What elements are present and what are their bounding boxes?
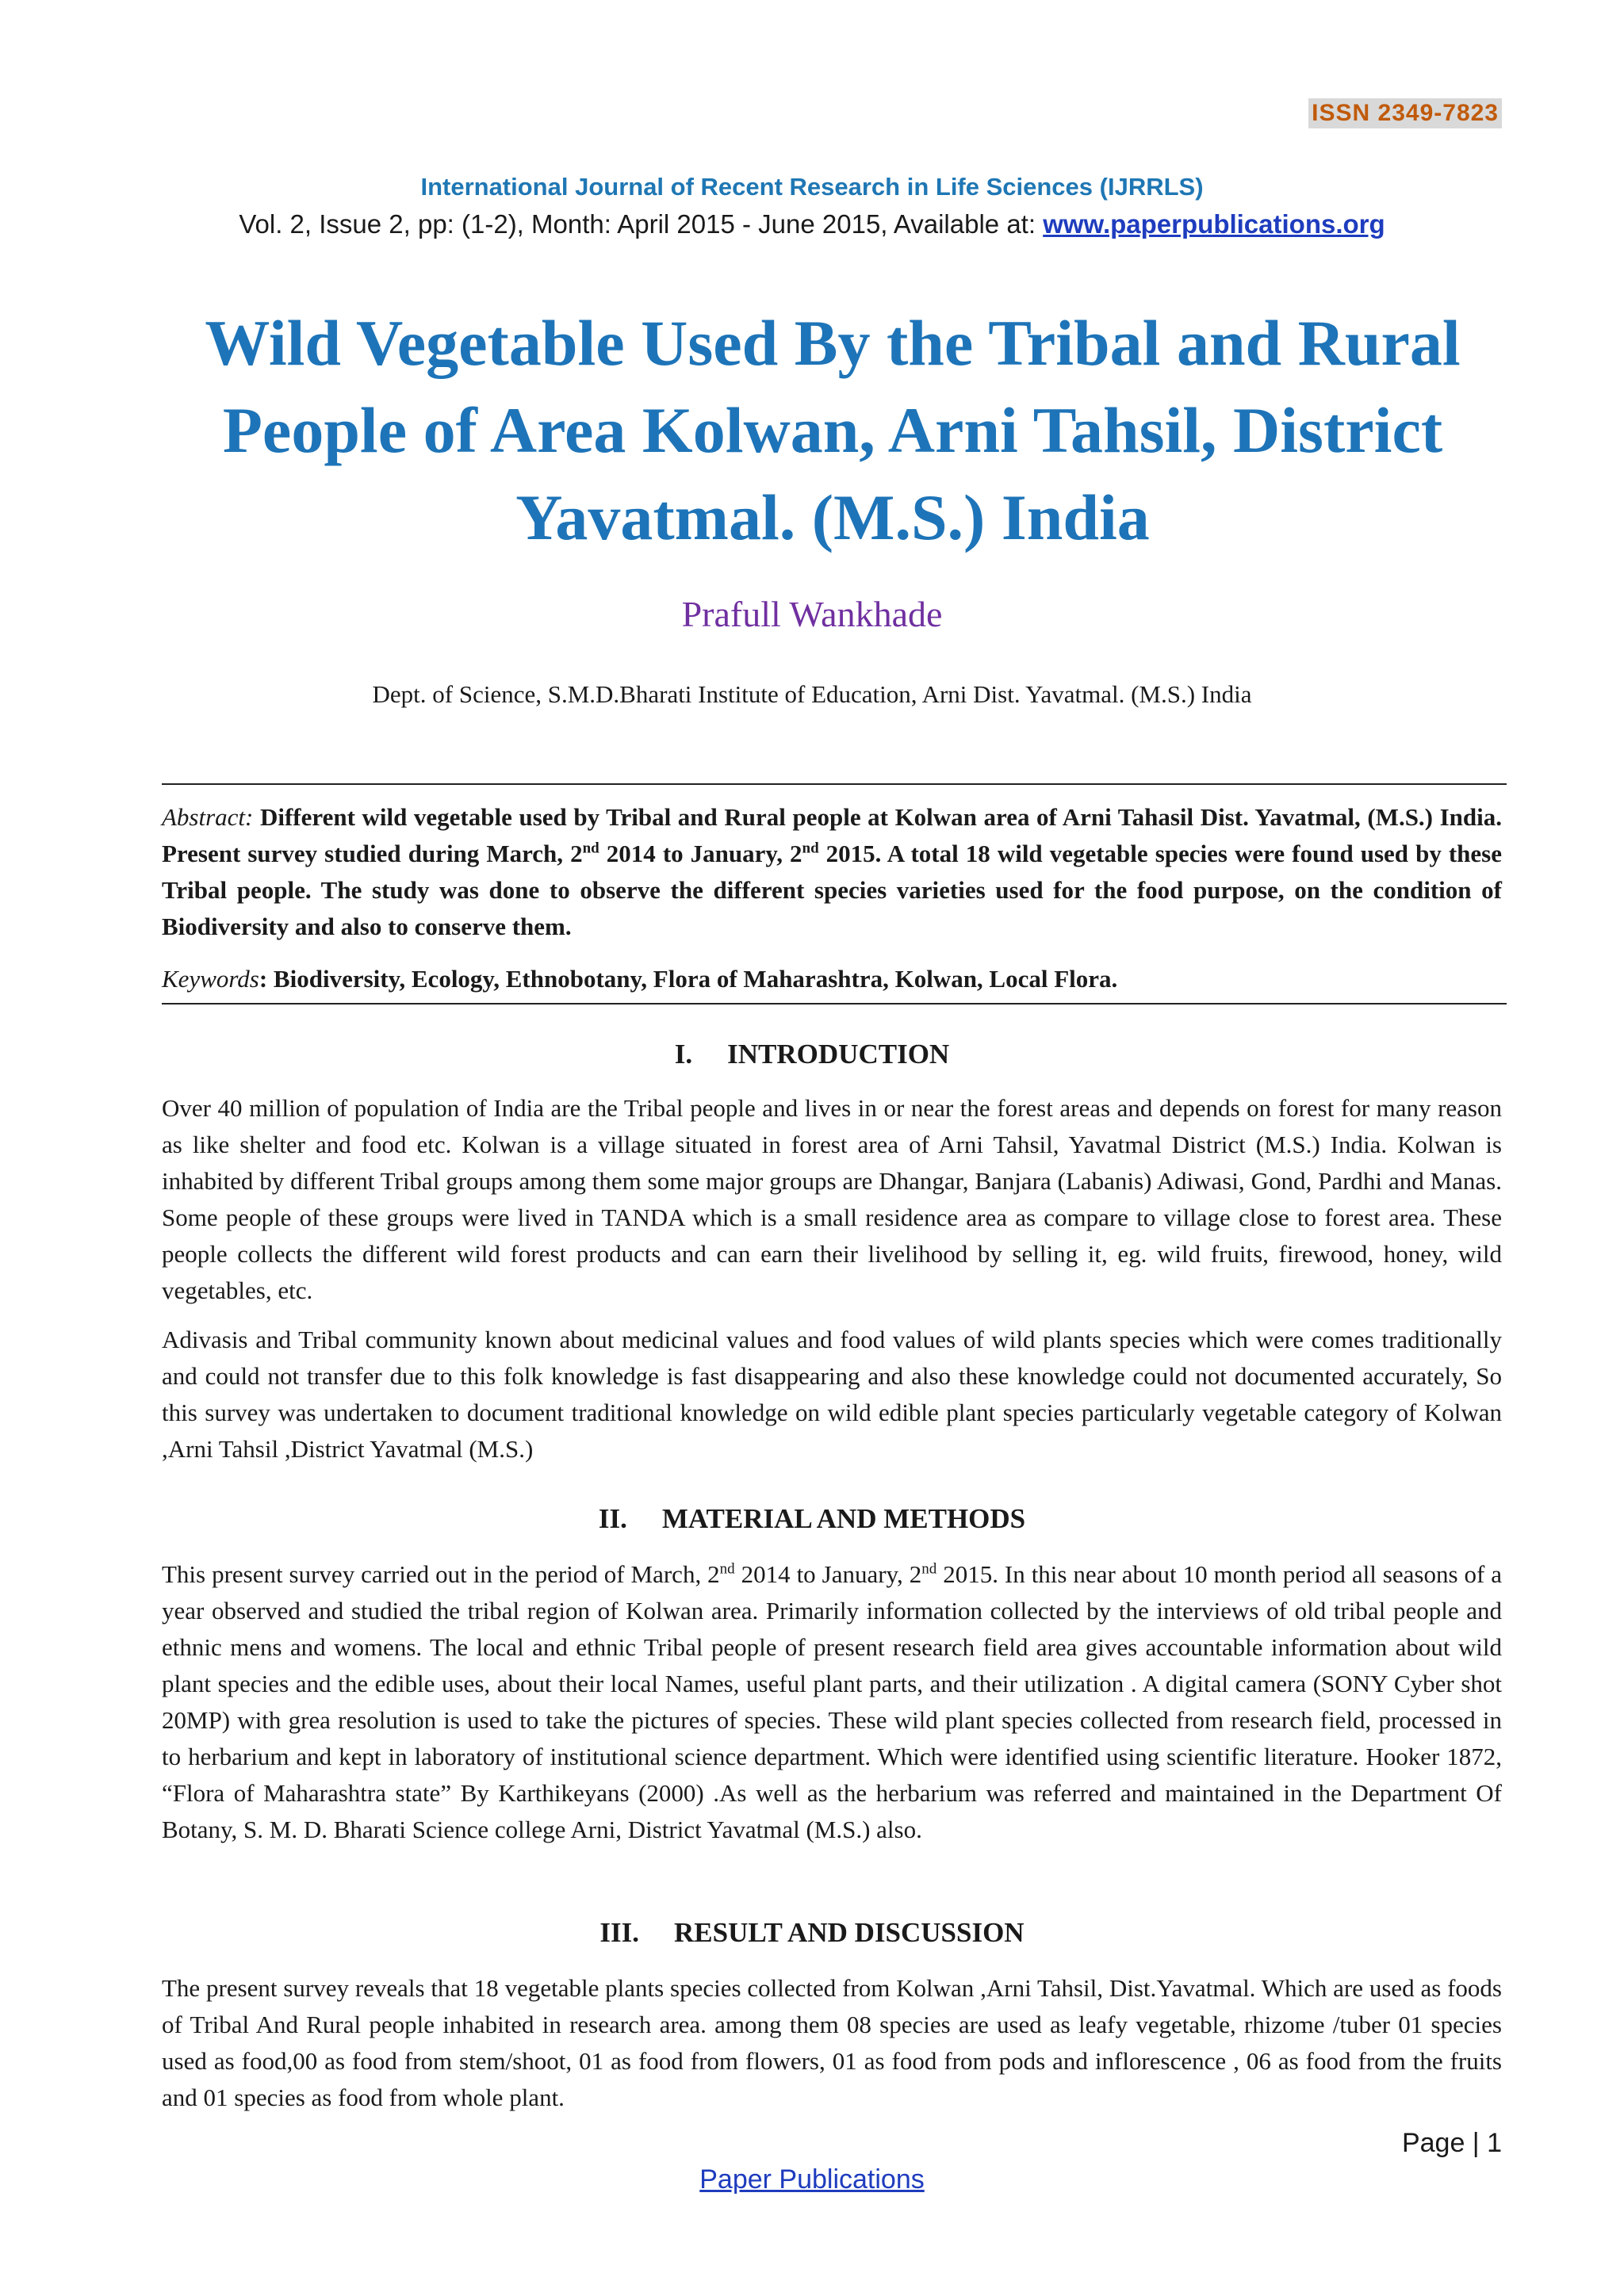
- paper-title: Wild Vegetable Used By the Tribal and Rural People of Area Kolwan, Arni Tahsil, District Yavatmal. (M.S.) India: [205, 307, 1461, 553]
- abstract-text-2: 2014 to January, 2: [599, 840, 802, 867]
- section-number: I.: [674, 1039, 693, 1070]
- abstract-sup-2: nd: [802, 840, 819, 857]
- abstract: [162, 799, 1502, 945]
- keywords: [162, 961, 1502, 997]
- abstract-text-1: Different wild vegetable used by Tribal and Rural people at Kolwan area of Arni Tahasil Dist. Yavatmal, (M.S.) India. Present survey studied during March, 2: [162, 803, 1502, 867]
- issn-badge: ISSN 2349-7823: [1308, 98, 1502, 128]
- methods-paragraph: [162, 1556, 1502, 1848]
- abstract-label: Abstract:: [162, 803, 254, 831]
- methods-text-1: This present survey carried out in the period of March, 2: [162, 1560, 720, 1588]
- section-heading-introduction: [0, 1039, 1624, 1070]
- section-number: III.: [599, 1917, 640, 1948]
- section-title: MATERIAL AND METHODS: [661, 1503, 1026, 1534]
- introduction-paragraph-2: Adivasis and Tribal community known about medicinal values and food values of wild plants species which were comes traditionally and could not transfer due to this folk knowledge is fast disappearing and also these knowledge could not documented accurately, So this survey was undertaken to document traditional knowledge on wild edible plant species particularly vegetable category of Kolwan ,Arni Tahsil ,District Yavatmal (M.S.): [162, 1326, 1502, 1463]
- author-affiliation: Dept. of Science, S.M.D.Bharati Institute of Education, Arni Dist. Yavatmal. (M.S.) India: [372, 680, 1252, 708]
- methods-text-2: 2014 to January, 2: [734, 1560, 922, 1588]
- section-heading-results: [0, 1917, 1624, 1949]
- publisher-link[interactable]: Paper Publications: [699, 2164, 925, 2195]
- abstract-top-rule: [162, 783, 1507, 785]
- methods-text-3: 2015. In this near about 10 month period all seasons of a year observed and studied the tribal region of Kolwan area. Primarily information collected by the interviews of old tribal people and ethnic mens and womens. The local and ethnic Tribal people of present research field area gives accountable information about wild plant species and the edible uses, about their local Names, useful plant parts, and their utilization . A digital camera (SONY Cyber shot 20MP) with grea resolution is used to take the pictures of species. These wild plant species collected from research field, processed in to herbarium and kept in laboratory of institutional science department. Which were identified using scientific literature. Hooker 1872, “Flora of Maharashtra state” By Karthikeyans (2000) .As well as the herbarium was referred and maintained in the Department Of Botany, S. M. D. Bharati Science college Arni, District Yavatmal (M.S.) also.: [162, 1560, 1502, 1843]
- volume-info-text: Vol. 2, Issue 2, pp: (1-2), Month: April 2015 - June 2015, Available at:: [239, 209, 1044, 239]
- section-title: INTRODUCTION: [727, 1039, 950, 1070]
- introduction-paragraph-1: Over 40 million of population of India are the Tribal people and lives in or near the forest areas and depends on forest for many reason as like shelter and food etc. Kolwan is a village situated in forest area of Arni Tahsil, Yavatmal District (M.S.) India. Kolwan is inhabited by different Tribal groups among them some major groups are Dhangar, Banjara (Labanis) Adiwasi, Gond, Pardhi and Manas. Some people of these groups were lived in TANDA which is a small residence area as compare to village close to forest area. These people collects the different wild forest products and can earn their livelihood by selling it, eg. wild fruits, firewood, honey, wild vegetables, etc.: [162, 1094, 1502, 1304]
- section-heading-methods: [0, 1503, 1624, 1535]
- methods-sup-2: nd: [921, 1560, 937, 1578]
- page-number: Page | 1: [1401, 2128, 1502, 2158]
- abstract-sup-1: nd: [582, 840, 599, 857]
- author-name: Prafull Wankhade: [681, 594, 943, 634]
- methods-sup-1: nd: [719, 1560, 735, 1578]
- website-link[interactable]: www.paperpublications.org: [1043, 209, 1385, 239]
- section-number: II.: [598, 1503, 627, 1534]
- keywords-text: : Biodiversity, Ecology, Ethnobotany, Flora of Maharashtra, Kolwan, Local Flora.: [259, 965, 1118, 993]
- results-paragraph: The present survey reveals that 18 vegetable plants species collected from Kolwan ,Arni Tahsil, Dist.Yavatmal. Which are used as foods of Tribal And Rural people inhabited in research area. among them 08 species are used as leafy vegetable, rhizome /tuber 01 species used as food,00 as food from stem/shoot, 01 as food from flowers, 01 as food from pods and inflorescence , 06 as food from the fruits and 01 species as food from whole plant.: [162, 1974, 1502, 2111]
- journal-name: International Journal of Recent Research in Life Sciences (IJRRLS): [420, 173, 1204, 201]
- volume-info: [0, 209, 1624, 239]
- keywords-label: Keywords: [162, 965, 259, 993]
- abstract-bottom-rule: [162, 1003, 1507, 1004]
- footer: [0, 2164, 1624, 2195]
- section-title: RESULT AND DISCUSSION: [674, 1917, 1025, 1948]
- abstract-text-3: 2015. A total 18 wild vegetable species were found used by these Tribal people. The study was done to observe the different species varieties used for the food purpose, on the condition of Biodiversity and also to conserve them.: [162, 840, 1502, 940]
